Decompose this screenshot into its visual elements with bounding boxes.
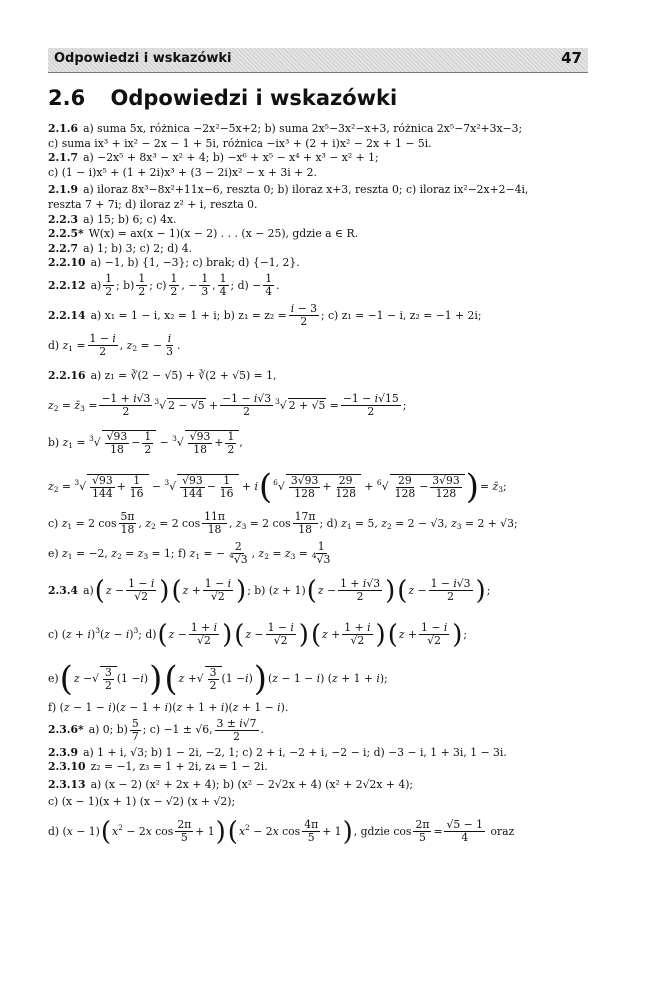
answer-2-3-13-c: c) (x − 1)(x + 1) (x − √2) (x + √2); (48, 795, 236, 809)
answer-2-2-10: 2.2.10 a) −1, b) {1, −3}; c) brak; d) {−1, 2}. (48, 256, 300, 270)
section-heading (48, 86, 397, 110)
answer-2-1-9: 2.1.9 a) iloraz 8x³−8x²+11x−6, reszta 0; b) iloraz x+3, reszta 0; c) iloraz ix²−2x+2−4i, (48, 183, 529, 197)
answer-2-1-9-cont: reszta 7 + 7i; d) iloraz z² + i, reszta 0. (48, 197, 258, 211)
answer-2-1-6-cont: c) suma ix³ + ix² − 2x − 1 + 5i, różnica −ix³ + (2 + i)x² − 2x + 1 − 5i. (48, 136, 432, 150)
answer-2-1-7: 2.1.7 a) −2x⁵ + 8x³ − x² + 4; b) −x⁶ + x⁵ − x⁴ + x³ − x² + 1; (48, 151, 379, 165)
answer-2-2-14: 2.2.14 a) x₁ = 1 − i, x₂ = 1 + i; b) z₁ = z₂ = $\frac{i - 3}{2}$ ; c) z₁ = −1 − i, z₂ = −1 + 2i; (48, 302, 482, 329)
running-header-title: Odpowiedzi i wskazówki (54, 51, 232, 66)
answer-2-2-12: 2.2.12 a) $\frac{1}{2}$ ; b) $\frac{1}{2}$ ; c) $\frac{1}{2}$ , − $\frac{1}{3}$ , $\frac{1}{4}$ ; d) − $\frac{1}{4}$ . (48, 272, 280, 299)
page-number: 47 (561, 49, 582, 67)
answer-2-3-4-e: e) ( z − √ $\frac{3}{2}$ (1 − i ) ) ( z + √ $\frac{3}{2}$ (1 − i ) ) (z − 1 − i) (z + 1 + i); (48, 658, 388, 699)
answer-2-2-16-c: c) $z_1 = 2$ cos $\frac{5\pi}{18}$ , $z_2 = 2$ cos $\frac{11\pi}{18}$ , $z_3 = 2$ cos $\frac{17\pi}{18}$ ; d) $z_1 = 5$, $z_2 = 2 - √3$, $z_3 = 2 + √3$; (48, 510, 518, 537)
answer-2-2-16-b: b) $z_1 = ^3√$ $\frac{√93}{18}$ − $\frac{1}{2}$ − $^3$√ $\frac{√93}{18}$ + $\frac{1}{2}$ , (48, 429, 243, 456)
running-header (48, 48, 588, 73)
answer-2-3-10: 2.3.10 z₂ = −1, z₃ = 1 + 2i, z₄ = 1 − 2i. (48, 760, 268, 774)
answer-2-3-4: 2.3.4 a) ( z − $\frac{1 - i}{√2}$ ) ( z + $\frac{1 - i}{√2}$ ) ; b) (z + 1) ( z − $\frac{1 + i√3}{2}$ ) ( z − $\frac{1 - i√3}{2}$ ) ; (48, 575, 491, 606)
section-title: Odpowiedzi i wskazówki (110, 86, 398, 110)
answer-2-1-7-cont: c) (1 − i)x⁵ + (1 + 2i)x³ + (3 − 2i)x² − x + 3i + 2. (48, 165, 317, 179)
answer-2-2-16-b-z2: $z_2 = ^3√$ $\frac{√93}{144}$ + $\frac{1}{16}$ − $^3$√ $\frac{√93}{144}$ − $\frac{1}{16}$ + i ( $^6$√ $\frac{3√93}{128}$ + $\frac{29}{128}$ + $^6$√ $\frac{29}{128}$ − $\frac{3√93}{128}$ ) = $z̄_3$; (48, 466, 507, 507)
answer-2-3-4-f: f) (z − 1 − i)(z − 1 + i)(z + 1 + i)(z + 1 − i). (48, 700, 289, 714)
answer-2-3-13-d: d) (x − 1) ( $x^2 - 2x$ cos $\frac{2\pi}{5}$ + 1 ) ( $x^2 - 2x$ cos $\frac{4\pi}{5}$ + 1 ) , gdzie cos $\frac{2\pi}{5}$ = $\frac{√5 - 1}{4}$ oraz (48, 816, 515, 847)
answers-content (48, 122, 593, 854)
answer-2-1-6: 2.1.6 a) suma 5x, różnica −2x²−5x+2; b) suma 2x⁵−3x²−x+3, różnica 2x⁵−7x²+3x−3; (48, 122, 523, 135)
answer-2-2-16-z2: $z_2$ = $z̄_3$ = $\frac{-1 + i√3}{2}$ $^3$√ 2 − √5 + $\frac{-1 - i√3}{2}$ $^3$√ 2 + √5 = $\frac{-1 - i√15}{2}$ ; (48, 392, 407, 419)
answer-2-3-9: 2.3.9 a) 1 + i, √3; b) 1 − 2i, −2, 1; c) 2 + i, −2 + i, −2 − i; d) −3 − i, 1 + 3i, 1 − 3i. (48, 745, 507, 759)
answer-2-3-4-c: c) $(z + i)^3(z - i)^3$; d) ( z − $\frac{1 + i}{√2}$ ) ( z − $\frac{1 - i}{√2}$ ) ( z + $\frac{1 + i}{√2}$ ) ( z + $\frac{1 - i}{√2}$ ) ; (48, 619, 468, 650)
answer-2-3-13: 2.3.13 a) (x − 2) (x² + 2x + 4); b) (x² − 2√2x + 4) (x² + 2√2x + 4); (48, 777, 414, 791)
answer-2-2-5: 2.2.5* W(x) = ax(x − 1)(x − 2) . . . (x − 25), gdzie a ∈ R. (48, 227, 359, 241)
answer-2-2-7: 2.2.7 a) 1; b) 3; c) 2; d) 4. (48, 241, 193, 255)
section-number: 2.6 (48, 86, 86, 110)
answer-2-2-3: 2.2.3 a) 15; b) 6; c) 4x. (48, 212, 177, 226)
answer-2-2-14-cont: d) $z_1$ = $\frac{1 - i}{2}$ , $z_2$ = − $\frac{i}{3}$ . (48, 332, 181, 359)
answer-2-2-16: 2.2.16 a) z₁ = ∛(2 − √5) + ∛(2 + √5) = 1, (48, 368, 277, 382)
answer-2-3-6: 2.3.6* a) 0; b) $\frac{5}{7}$ ; c) −1 ± √6, $\frac{3 \pm i√7}{2}$ . (48, 717, 264, 744)
answer-2-2-16-e: e) $z_1 = -2$, $z_2 = z_3 = 1$; f) $z_1$ = − $\frac{2}{^4√3}$ , $z_2 = z_3$ = $\frac{1}{^4√3}$ (48, 540, 331, 567)
